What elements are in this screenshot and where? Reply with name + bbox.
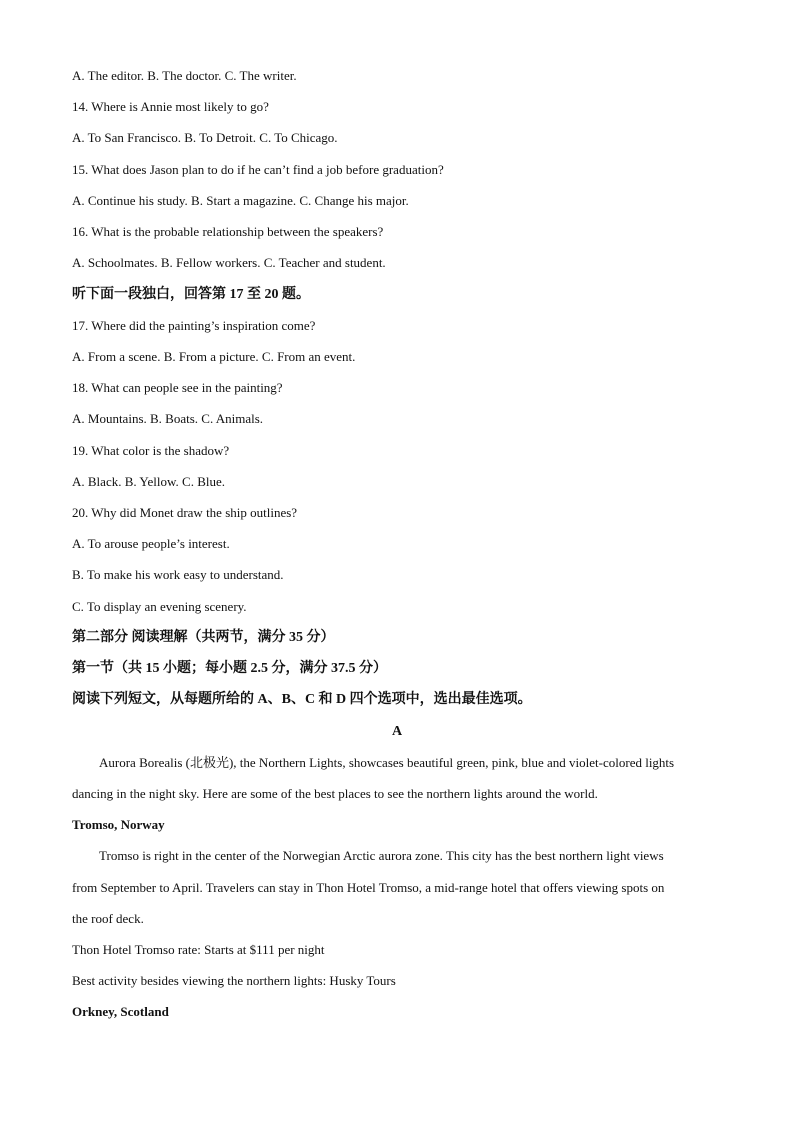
q19-options: A. Black. B. Yellow. C. Blue. [72, 474, 225, 489]
q13-options: A. The editor. B. The doctor. C. The writer. [72, 68, 297, 83]
tromso-rate: Thon Hotel Tromso rate: Starts at $111 per night [72, 942, 325, 957]
q15-question: 15. What does Jason plan to do if he can’t find a job before graduation? [72, 162, 444, 177]
tromso-paragraph-end: the roof deck. [72, 911, 144, 926]
q18-question: 18. What can people see in the painting? [72, 380, 283, 395]
q15-options: A. Continue his study. B. Start a magazine. C. Change his major. [72, 193, 409, 208]
q17-options: A. From a scene. B. From a picture. C. From an event. [72, 349, 356, 364]
tromso-heading: Tromso, Norway [72, 817, 165, 832]
q19-question: 19. What color is the shadow? [72, 443, 230, 458]
part-two-heading: 第二部分 阅读理解（共两节，满分 35 分） [72, 630, 335, 645]
passage-title: A [391, 724, 403, 739]
section-one-heading: 第一节（共 15 小题；每小题 2.5 分，满分 37.5 分） [72, 661, 387, 676]
q20-option-c: C. To display an evening scenery. [72, 599, 247, 614]
monologue-instruction: 听下面一段独白，回答第 17 至 20 题。 [72, 287, 310, 302]
reading-instruction: 阅读下列短文，从每题所给的 A、B、C 和 D 四个选项中，选出最佳选项。 [72, 692, 532, 707]
q16-question: 16. What is the probable relationship between the speakers? [72, 224, 384, 239]
q18-options: A. Mountains. B. Boats. C. Animals. [72, 411, 264, 426]
tromso-paragraph: Tromso is right in the center of the Norwegian Arctic aurora zone. This city has the best northern light views [99, 848, 664, 863]
passage-paragraph-1-cont: dancing in the night sky. Here are some of the best places to see the northern lights around the world. [72, 786, 598, 801]
tromso-paragraph-cont: from September to April. Travelers can stay in Thon Hotel Tromso, a mid-range hotel that offers viewing spots on [72, 880, 665, 895]
q20-question: 20. Why did Monet draw the ship outlines? [72, 505, 298, 520]
q20-option-b: B. To make his work easy to understand. [72, 567, 284, 582]
q14-options: A. To San Francisco. B. To Detroit. C. To Chicago. [72, 130, 338, 145]
q20-option-a: A. To arouse people’s interest. [72, 536, 230, 551]
passage-paragraph-1: Aurora Borealis (北极光), the Northern Lights, showcases beautiful green, pink, blue and violet-colored lights [99, 755, 675, 770]
q14-question: 14. Where is Annie most likely to go? [72, 99, 269, 114]
q16-options: A. Schoolmates. B. Fellow workers. C. Teacher and student. [72, 255, 386, 270]
q17-question: 17. Where did the painting’s inspiration come? [72, 318, 316, 333]
tromso-activity: Best activity besides viewing the northern lights: Husky Tours [72, 973, 396, 988]
orkney-heading: Orkney, Scotland [72, 1004, 169, 1019]
